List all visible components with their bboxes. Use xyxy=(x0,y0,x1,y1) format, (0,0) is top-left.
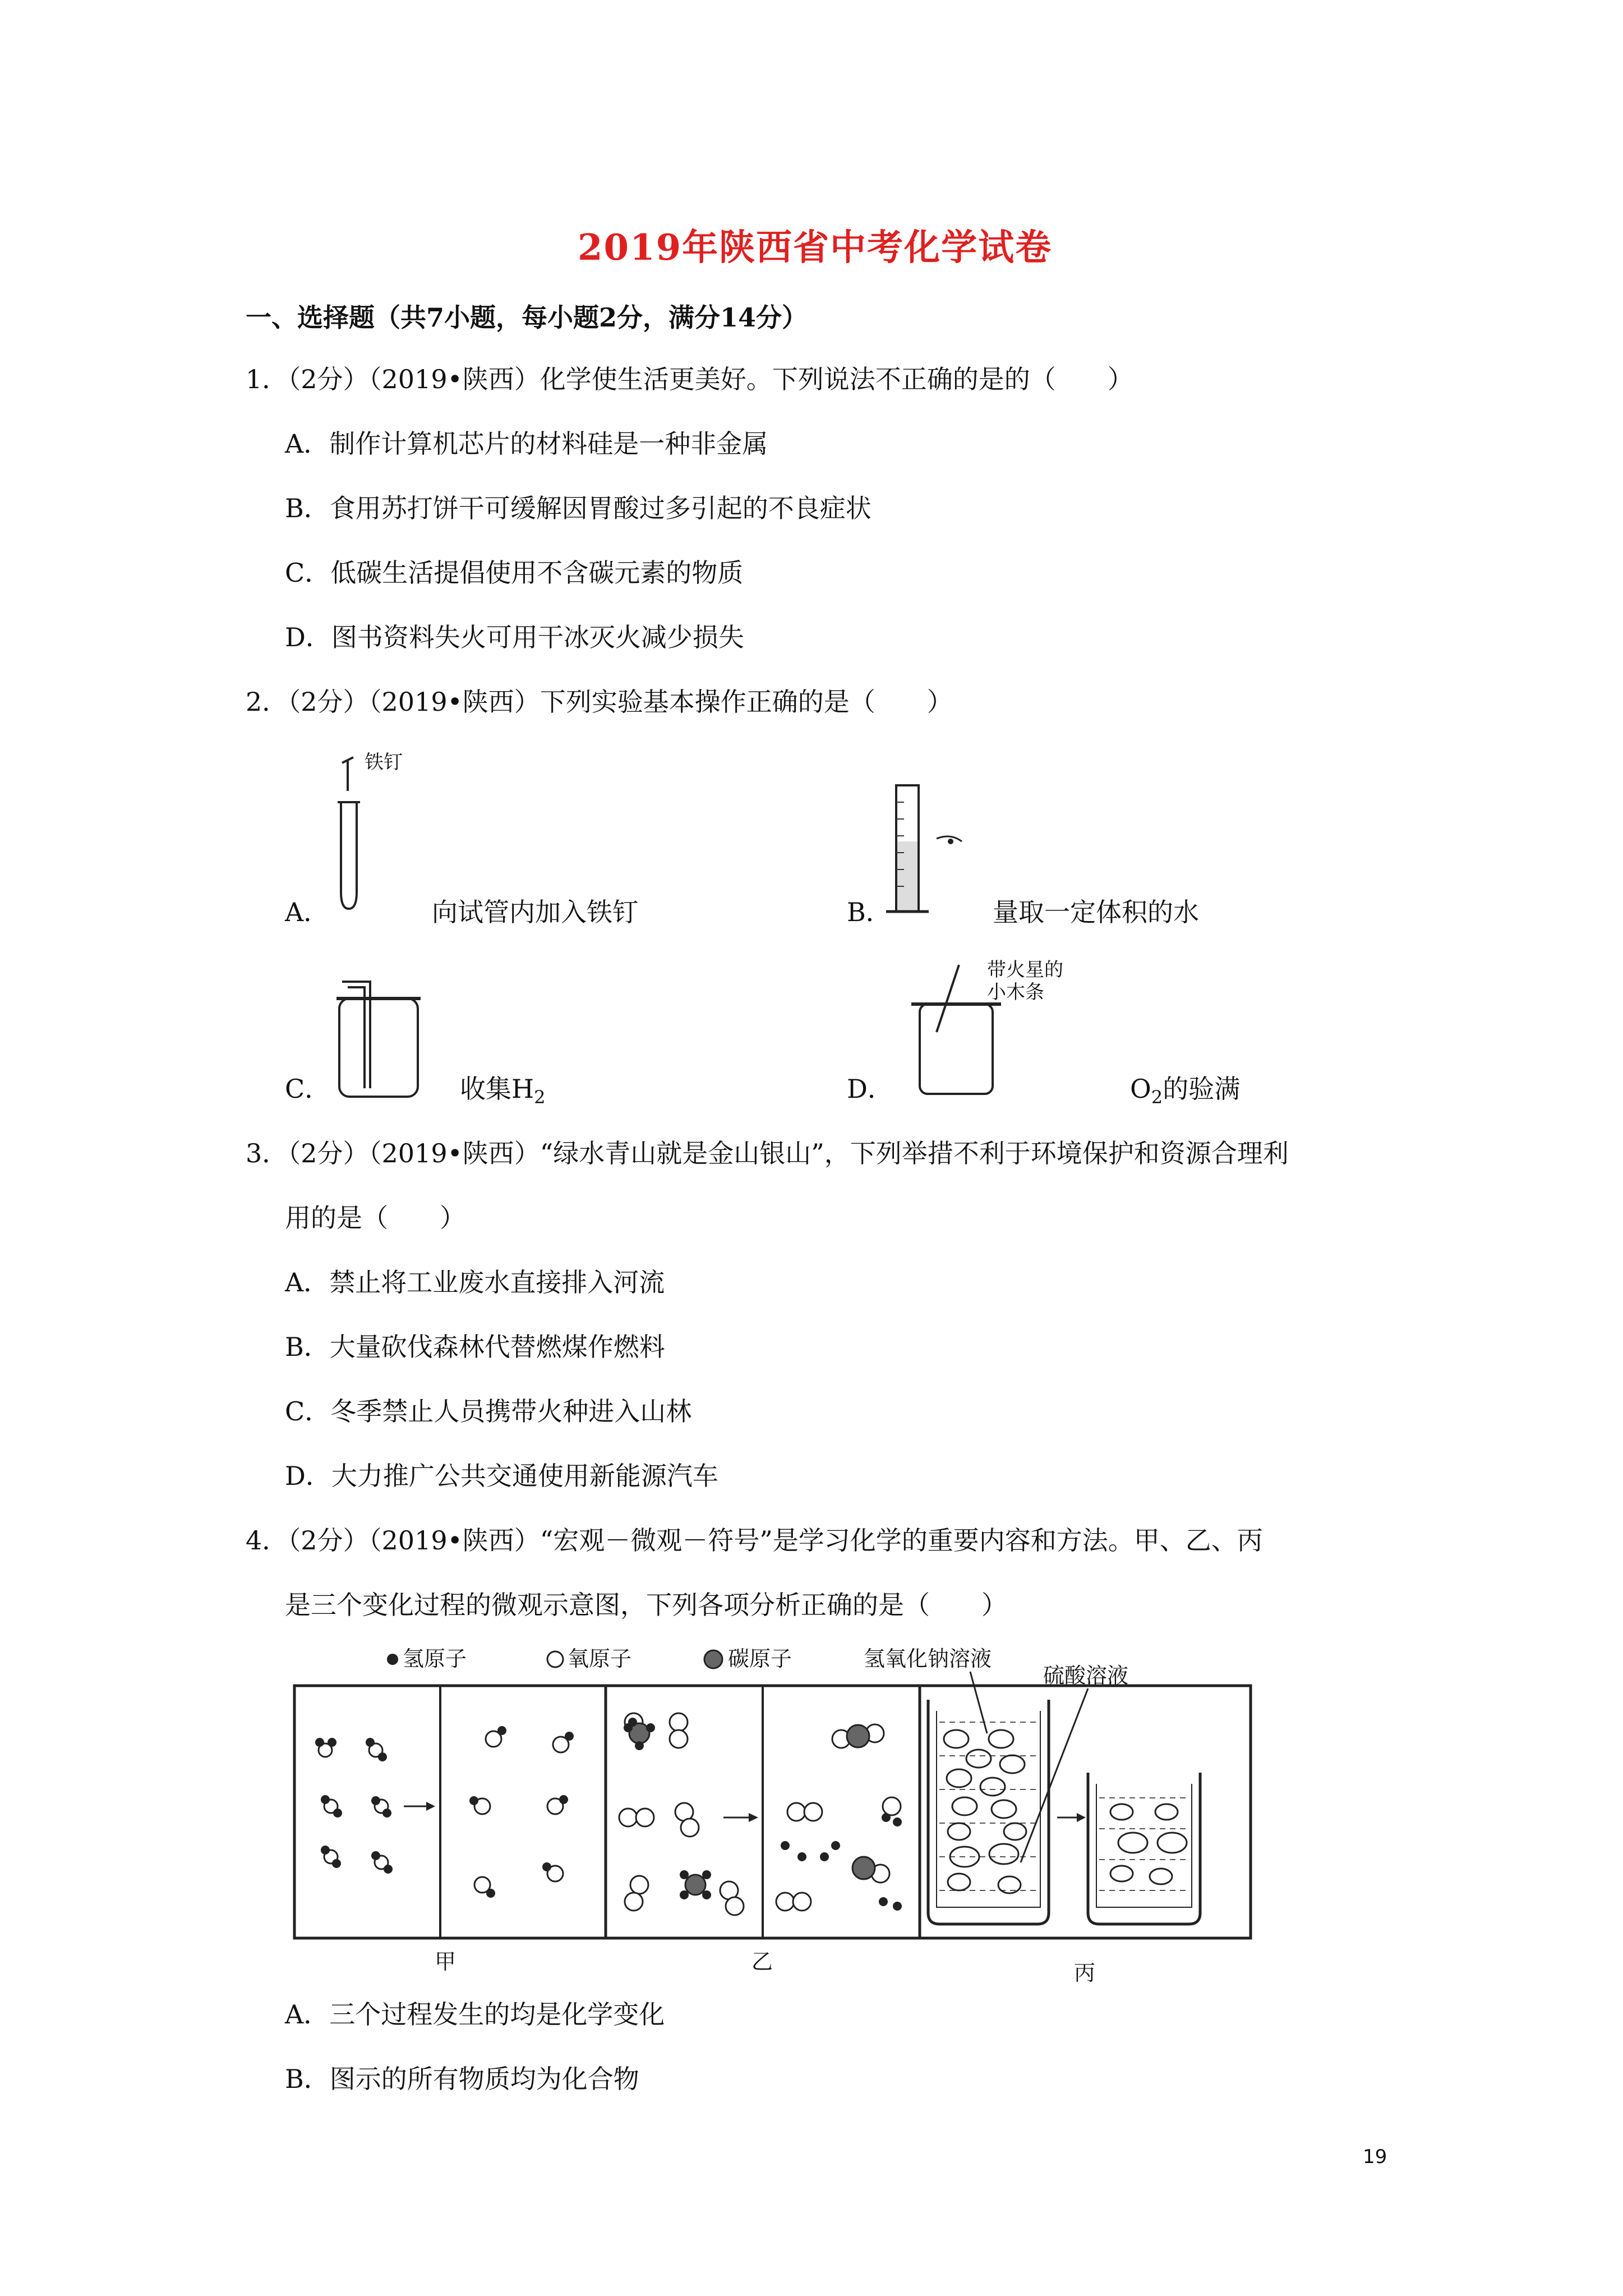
micro-process-diagram xyxy=(292,1638,1256,1986)
question-2-option-a-letter: A． xyxy=(285,897,330,927)
question-3-option-b: B．大量砍伐森林代替燃煤作燃料 xyxy=(285,1332,665,1362)
panel-label-jia: 甲 xyxy=(435,1949,457,1974)
question-3-stem-line-2: 用的是（ ） xyxy=(285,1203,465,1233)
question-1-stem: 1．（2分）（2019•陕西）化学使生活更美好。下列说法不正确的是的（ ） xyxy=(246,364,1133,394)
question-4-option-b: B．图示的所有物质均为化合物 xyxy=(285,2064,639,2094)
page-number: 19 xyxy=(1363,2146,1387,2168)
iron-nail-label: 铁钉 xyxy=(365,751,403,774)
hydrogen-atom-legend-icon xyxy=(387,1654,398,1665)
question-1-option-d: D．图书资料失火可用干冰灭火减少损失 xyxy=(285,622,744,652)
question-4-option-a: A．三个过程发生的均是化学变化 xyxy=(285,1999,665,2030)
question-1-option-b: B．食用苏打饼干可缓解因胃酸过多引起的不良症状 xyxy=(285,493,872,523)
hydrogen-atom-legend-label: 氢原子 xyxy=(403,1646,467,1671)
question-1-option-a: A．制作计算机芯片的材料硅是一种非金属 xyxy=(285,429,768,459)
question-2-option-c-letter: C． xyxy=(285,1074,331,1104)
test-tube-nail-figure xyxy=(325,746,437,914)
question-2-option-b-letter: B． xyxy=(847,897,892,927)
question-3-option-c: C．冬季禁止人员携带火种进入山林 xyxy=(285,1396,692,1427)
panel-label-yi: 乙 xyxy=(751,1949,773,1974)
oxygen-atom-legend-label: 氧原子 xyxy=(568,1646,632,1671)
oxygen-atom-legend-icon xyxy=(547,1651,563,1667)
sulfuric-acid-label: 硫酸溶液 xyxy=(1043,1663,1129,1688)
question-2-option-b-text: 量取一定体积的水 xyxy=(993,897,1199,927)
carbon-atom-legend-icon xyxy=(704,1650,722,1668)
naoh-solution-label: 氢氧化钠溶液 xyxy=(864,1646,992,1671)
carbon-atom-legend-label: 碳原子 xyxy=(728,1646,792,1671)
question-3-option-a: A．禁止将工业废水直接排入河流 xyxy=(285,1267,665,1297)
gas-collection-bottle-figure xyxy=(336,965,426,1099)
glowing-splint-label-1: 带火星的 xyxy=(987,959,1063,981)
oxygen-test-bottle-figure xyxy=(909,954,1110,1099)
section-heading: 一、选择题（共7小题，每小题2分，满分14分） xyxy=(246,302,808,333)
panel-label-bing: 丙 xyxy=(1074,1961,1096,1985)
page-title: 2019年陕西省中考化学试卷 xyxy=(578,227,1053,269)
glowing-splint-label-2: 小木条 xyxy=(987,981,1044,1004)
question-1-option-c: C．低碳生活提倡使用不含碳元素的物质 xyxy=(285,558,744,588)
question-2-option-c-text: 收集$H_2$ xyxy=(460,1074,546,1108)
question-2-option-d-letter: D． xyxy=(847,1074,893,1104)
question-4-stem-line-1: 4．（2分）（2019•陕西）“宏观－微观－符号”是学习化学的重要内容和方法。甲、乙、丙 xyxy=(246,1525,1263,1556)
question-2-option-d-text: $O_2$的验满 xyxy=(1130,1074,1241,1108)
graduated-cylinder-figure xyxy=(880,780,970,926)
question-3-stem-line-1: 3．（2分）（2019•陕西）“绿水青山就是金山银山”，下列举措不利于环境保护和资源合理利 xyxy=(246,1138,1289,1168)
question-2-option-a-text: 向试管内加入铁钉 xyxy=(432,897,638,927)
question-3-option-d: D．大力推广公共交通使用新能源汽车 xyxy=(285,1461,718,1491)
question-2-stem: 2．（2分）（2019•陕西）下列实验基本操作正确的是（ ） xyxy=(246,687,953,717)
question-4-stem-line-2: 是三个变化过程的微观示意图，下列各项分析正确的是（ ） xyxy=(285,1590,1007,1620)
